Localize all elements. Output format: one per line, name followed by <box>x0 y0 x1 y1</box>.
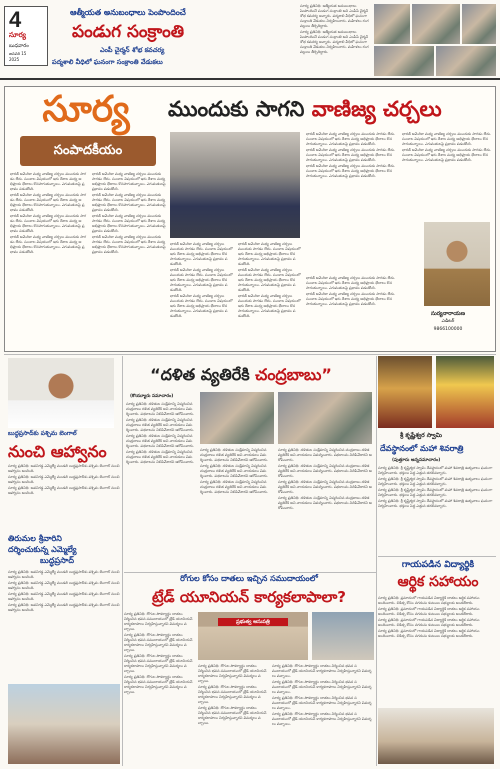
page-number-box <box>4 6 48 66</box>
weekday: బుధవారం <box>9 43 29 49</box>
editorial-section-label: సంపాదకీయం <box>53 143 123 158</box>
editorial-col-right-1: భారత్ అమెరికా మధ్య వాణిజ్య చర్చలు ముందుకు సాగడం లేదు. సుంకాల విషయంలో ఇరు దేశాల మధ్య అభిప్రాయ భేదాలు కొనసాగుతున్నాయి. ఎగుమతులపై ప్రభావం పడుతోంది. భారత్ అమెరికా మధ్య వాణిజ్య చర్చలు ముందుకు సాగడం లేదు. సుంకాల విషయంలో ఇరు దేశాల మధ్య అభిప్రాయ భేదాలు కొనసాగుతున్నాయి. ఎగుమతులపై ప్రభావం పడుతోంది. భారత్ అమెరికా మధ్య వాణిజ్య చర్చలు ముందుకు సాగడం లేదు. సుంకాల విషయంలో ఇరు దేశాల మధ్య అభిప్రాయ భేదాలు కొనసాగుతున్నాయి. ఎగుమతులపై ప్రభావం పడుతోంది. <box>306 132 396 178</box>
page-number: 4 <box>9 7 22 32</box>
columnist-phone: 9866100000 <box>433 327 463 332</box>
header-kicker: ఆత్మీయత అనుబంధాలు పెంపొందించే <box>70 8 186 17</box>
editorial-col-5: భారత్ అమెరికా మధ్య వాణిజ్య చర్చలు ముందుకు సాగడం లేదు. సుంకాల విషయంలో ఇరు దేశాల మధ్య అభిప్రాయ భేదాలు కొనసాగుతున్నాయి. ఎగుమతులపై ప్రభావం పడుతోంది. భారత్ అమెరికా మధ్య వాణిజ్య చర్చలు ముందుకు సాగడం లేదు. సుంకాల విషయంలో ఇరు దేశాల మధ్య అభిప్రాయ భేదాలు కొనసాగుతున్నాయి. ఎగుమతులపై ప్రభావం పడుతోంది. <box>306 276 396 306</box>
brand-small: సూర్య <box>9 31 26 39</box>
trade-union-photo-2 <box>312 612 374 660</box>
left-story-photo <box>8 358 114 428</box>
student-aid-headline-1: గాయపడిన విద్యార్థికి <box>401 560 475 570</box>
dalitha-col-2: సూర్య ప్రతినిధి: దళితుల సంక్షేమాన్ని విస్మరించిన చంద్రబాబు దళిత వ్యతిరేకి అని నాయకులు విమర్శించారు. పథకాలను నిలిపివేశారని ఆరోపించారు. సూర్య ప్రతినిధి: దళితుల సంక్షేమాన్ని విస్మరించిన చంద్రబాబు దళిత వ్యతిరేకి అని నాయకులు విమర్శించారు. పథకాలను నిలిపివేశారని ఆరోపించారు. సూర్య ప్రతినిధి: దళితుల సంక్షేమాన్ని విస్మరించిన చంద్రబాబు దళిత వ్యతిరేకి అని నాయకులు విమర్శించారు. పథకాలను నిలిపివేశారని ఆరోపించారు. <box>200 448 269 494</box>
editorial-col-3: భారత్ అమెరికా మధ్య వాణిజ్య చర్చలు ముందుకు సాగడం లేదు. సుంకాల విషయంలో ఇరు దేశాల మధ్య అభిప్రాయ భేదాలు కొనసాగుతున్నాయి. ఎగుమతులపై ప్రభావం పడుతోంది. భారత్ అమెరికా మధ్య వాణిజ్య చర్చలు ముందుకు సాగడం లేదు. సుంకాల విషయంలో ఇరు దేశాల మధ్య అభిప్రాయ భేదాలు కొనసాగుతున్నాయి. ఎగుమతులపై ప్రభావం పడుతోంది. భారత్ అమెరికా మధ్య వాణిజ్య చర్చలు ముందుకు సాగడం లేదు. సుంకాల విషయంలో ఇరు దేశాల మధ్య అభిప్రాయ భేదాలు కొనసాగుతున్నాయి. ఎగుమతులపై ప్రభావం పడుతోంది. <box>170 242 233 318</box>
dalitha-headline-prefix: “దళిత వ్యతిరేకి <box>150 365 256 384</box>
editorial-headline <box>168 94 494 124</box>
editorial-headline-part2: వాణిజ్య చర్చలు <box>311 97 442 121</box>
student-aid-text: సూర్య ప్రతినిధి: ప్రమాదంలో గాయపడిన విద్యార్థికి దాతలు ఆర్థిక సహాయం అందించారు. చికిత్స కోసం నగదును కుటుంబ సభ్యులకు అందజేశారు. సూర్య ప్రతినిధి: ప్రమాదంలో గాయపడిన విద్యార్థికి దాతలు ఆర్థిక సహాయం అందించారు. చికిత్స కోసం నగదును కుటుంబ సభ్యులకు అందజేశారు. సూర్య ప్రతినిధి: ప్రమాదంలో గాయపడిన విద్యార్థికి దాతలు ఆర్థిక సహాయం అందించారు. చికిత్స కోసం నగదును కుటుంబ సభ్యులకు అందజేశారు. సూర్య ప్రతినిధి: ప్రమాదంలో గాయపడిన విద్యార్థికి దాతలు ఆర్థిక సహాయం అందించారు. చికిత్స కోసం నగదును కుటుంబ సభ్యులకు అందజేశారు. <box>378 596 480 638</box>
temple-caption: శ్రీ కృష్ణేశ్వర స్వామి <box>400 432 443 439</box>
divider-h-3 <box>378 556 496 557</box>
header-photo-3 <box>462 4 496 44</box>
header-photo-4 <box>374 46 434 76</box>
header-photo-1 <box>374 4 410 44</box>
dalitha-headline-suffix: చంద్రబాబు” <box>255 365 332 384</box>
divider-h-1 <box>4 354 496 355</box>
header-headline: పండుగ సంక్రాంతి <box>72 22 185 42</box>
header-photo-2 <box>412 4 460 44</box>
header-photo-5 <box>436 46 496 76</box>
left-bottom-headline-3: బుద్ధప్రసాద్ <box>40 556 74 565</box>
temple-photo-1 <box>378 356 432 428</box>
left-story-text: సూర్య ప్రతినిధి: అవనిగడ్డ ఎమ్మెల్యే మండలి బుద్ధప్రసాద్‌కు పశ్చిమ బెంగాల్ నుంచి ఆహ్వానం అందింది. సూర్య ప్రతినిధి: అవనిగడ్డ ఎమ్మెల్యే మండలి బుద్ధప్రసాద్‌కు పశ్చిమ బెంగాల్ నుంచి ఆహ్వానం అందింది. సూర్య ప్రతినిధి: అవనిగడ్డ ఎమ్మెల్యే మండలి బుద్ధప్రసాద్‌కు పశ్చిమ బెంగాల్ నుంచి ఆహ్వానం అందింది. <box>8 464 120 495</box>
header-sub-2: పద్మశాలి వీధిలో ఘనంగా సంక్రాంతి వేడుకలు <box>52 58 163 66</box>
dalitha-col-1: సూర్య ప్రతినిధి: దళితుల సంక్షేమాన్ని విస్మరించిన చంద్రబాబు దళిత వ్యతిరేకి అని నాయకులు విమర్శించారు. పథకాలను నిలిపివేశారని ఆరోపించారు. సూర్య ప్రతినిధి: దళితుల సంక్షేమాన్ని విస్మరించిన చంద్రబాబు దళిత వ్యతిరేకి అని నాయకులు విమర్శించారు. పథకాలను నిలిపివేశారని ఆరోపించారు. సూర్య ప్రతినిధి: దళితుల సంక్షేమాన్ని విస్మరించిన చంద్రబాబు దళిత వ్యతిరేకి అని నాయకులు విమర్శించారు. పథకాలను నిలిపివేశారని ఆరోపించారు. సూర్య ప్రతినిధి: దళితుల సంక్షేమాన్ని విస్మరించిన చంద్రబాబు దళిత వ్యతిరేకి అని నాయకులు విమర్శించారు. పథకాలను నిలిపివేశారని ఆరోపించారు. <box>126 402 195 464</box>
dalitha-byline: (కొయ్యూరు సమాచారం) <box>130 394 174 399</box>
editorial-headline-part1: ముందుకు సాగని <box>168 97 312 121</box>
date-line-1: జనవరి 15 <box>9 51 27 56</box>
columnist-role: ఎడిటర్ <box>441 319 455 324</box>
dalitha-headline <box>96 360 386 390</box>
left-bottom-headline-1: తిరుమల శ్రీవారిని <box>8 534 62 543</box>
columnist-name: సుర్యనారాయణ <box>430 311 466 317</box>
trade-union-headline-2: ట్రేడ్ యూనియన్ కార్యకలాపాలా? <box>151 588 347 606</box>
trade-union-photo <box>198 612 308 660</box>
student-aid-headline-2: ఆర్థిక సహాయం <box>397 574 479 590</box>
trade-union-col-2: సూర్య ప్రతినిధి: రోగుల సౌకర్యార్థం దాతలు నిర్మించిన భవన సముదాయంలో ట్రేడ్ యూనియన్ కార్యకలాపాలు నిర్వహిస్తున్నారని విమర్శలు వచ్చాయి. సూర్య ప్రతినిధి: రోగుల సౌకర్యార్థం దాతలు నిర్మించిన భవన సముదాయంలో ట్రేడ్ యూనియన్ కార్యకలాపాలు నిర్వహిస్తున్నారని విమర్శలు వచ్చాయి. సూర్య ప్రతినిధి: రోగుల సౌకర్యార్థం దాతలు నిర్మించిన భవన సముదాయంలో ట్రేడ్ యూనియన్ కార్యకలాపాలు నిర్వహిస్తున్నారని విమర్శలు వచ్చాయి. <box>198 664 267 725</box>
divider-v-left <box>122 356 123 766</box>
trade-union-headline-1: రోగుల కోసం దాతలు ఇచ్చిన సముదాయంలో <box>180 574 318 583</box>
divider-v-right <box>376 356 377 766</box>
header-sub-1: ఎంపీ చైర్మన్ శోభ కవచర్య <box>100 46 165 54</box>
editorial-section-box <box>20 136 156 166</box>
temple-text: సూర్య ప్రతినిధి: శ్రీ కృష్ణేశ్వర స్వామి దేవస్థానంలో మహా శివరాత్రి ఉత్సవాలు ఘనంగా నిర్వహించారు. భక్తులు పెద్ద ఎత్తున తరలివచ్చారు. సూర్య ప్రతినిధి: శ్రీ కృష్ణేశ్వర స్వామి దేవస్థానంలో మహా శివరాత్రి ఉత్సవాలు ఘనంగా నిర్వహించారు. భక్తులు పెద్ద ఎత్తున తరలివచ్చారు. సూర్య ప్రతినిధి: శ్రీ కృష్ణేశ్వర స్వామి దేవస్థానంలో మహా శివరాత్రి ఉత్సవాలు ఘనంగా నిర్వహించారు. భక్తులు పెద్ద ఎత్తున తరలివచ్చారు. సూర్య ప్రతినిధి: శ్రీ కృష్ణేశ్వర స్వామి దేవస్థానంలో మహా శివరాత్రి ఉత్సవాలు ఘనంగా నిర్వహించారు. భక్తులు పెద్ద ఎత్తున తరలివచ్చారు. <box>378 466 493 508</box>
dalitha-col-3: సూర్య ప్రతినిధి: దళితుల సంక్షేమాన్ని విస్మరించిన చంద్రబాబు దళిత వ్యతిరేకి అని నాయకులు విమర్శించారు. పథకాలను నిలిపివేశారని ఆరోపించారు. సూర్య ప్రతినిధి: దళితుల సంక్షేమాన్ని విస్మరించిన చంద్రబాబు దళిత వ్యతిరేకి అని నాయకులు విమర్శించారు. పథకాలను నిలిపివేశారని ఆరోపించారు. సూర్య ప్రతినిధి: దళితుల సంక్షేమాన్ని విస్మరించిన చంద్రబాబు దళిత వ్యతిరేకి అని నాయకులు విమర్శించారు. పథకాలను నిలిపివేశారని ఆరోపించారు. సూర్య ప్రతినిధి: దళితుల సంక్షేమాన్ని విస్మరించిన చంద్రబాబు దళిత వ్యతిరేకి అని నాయకులు విమర్శించారు. పథకాలను నిలిపివేశారని ఆరోపించారు. <box>278 448 372 510</box>
editorial-masthead: సూర్య <box>42 89 130 130</box>
temple-byline: (పుత్తూరు అన్నసమాచారం) <box>392 458 441 463</box>
left-story-headline: నుంచి ఆహ్వానం <box>8 442 107 461</box>
editorial-photo <box>170 132 300 238</box>
temple-headline: దేవస్థానంలో మహా శివరాత్రి <box>380 444 464 453</box>
left-bottom-photo <box>8 684 120 764</box>
editorial-col-4: భారత్ అమెరికా మధ్య వాణిజ్య చర్చలు ముందుకు సాగడం లేదు. సుంకాల విషయంలో ఇరు దేశాల మధ్య అభిప్రాయ భేదాలు కొనసాగుతున్నాయి. ఎగుమతులపై ప్రభావం పడుతోంది. భారత్ అమెరికా మధ్య వాణిజ్య చర్చలు ముందుకు సాగడం లేదు. సుంకాల విషయంలో ఇరు దేశాల మధ్య అభిప్రాయ భేదాలు కొనసాగుతున్నాయి. ఎగుమతులపై ప్రభావం పడుతోంది. భారత్ అమెరికా మధ్య వాణిజ్య చర్చలు ముందుకు సాగడం లేదు. సుంకాల విషయంలో ఇరు దేశాల మధ్య అభిప్రాయ భేదాలు కొనసాగుతున్నాయి. ఎగుమతులపై ప్రభావం పడుతోంది. <box>238 242 301 318</box>
editorial-col-2: భారత్ అమెరికా మధ్య వాణిజ్య చర్చలు ముందుకు సాగడం లేదు. సుంకాల విషయంలో ఇరు దేశాల మధ్య అభిప్రాయ భేదాలు కొనసాగుతున్నాయి. ఎగుమతులపై ప్రభావం పడుతోంది. భారత్ అమెరికా మధ్య వాణిజ్య చర్చలు ముందుకు సాగడం లేదు. సుంకాల విషయంలో ఇరు దేశాల మధ్య అభిప్రాయ భేదాలు కొనసాగుతున్నాయి. ఎగుమతులపై ప్రభావం పడుతోంది. భారత్ అమెరికా మధ్య వాణిజ్య చర్చలు ముందుకు సాగడం లేదు. సుంకాల విషయంలో ఇరు దేశాల మధ్య అభిప్రాయ భేదాలు కొనసాగుతున్నాయి. ఎగుమతులపై ప్రభావం పడుతోంది. భారత్ అమెరికా మధ్య వాణిజ్య చర్చలు ముందుకు సాగడం లేదు. సుంకాల విషయంలో ఇరు దేశాల మధ్య అభిప్రాయ భేదాలు కొనసాగుతున్నాయి. ఎగుమతులపై ప్రభావం పడుతోంది. <box>92 172 166 254</box>
divider-h-2 <box>124 572 376 573</box>
header-story-text: సూర్య ప్రతినిధి: ఆత్మీయత అనుబంధాలు పెంపొందించే పండుగ సంక్రాంతి అని ఎంపీపీ చైర్మన్ శోభ కవచర్య అన్నారు. పద్మశాలి వీధిలో ఘనంగా సంక్రాంతి వేడుకలు నిర్వహించారు. మహిళలు రంగవల్లులు తీర్చిదిద్దారు. సూర్య ప్రతినిధి: ఆత్మీయత అనుబంధాలు పెంపొందించే పండుగ సంక్రాంతి అని ఎంపీపీ చైర్మన్ శోభ కవచర్య అన్నారు. పద్మశాలి వీధిలో ఘనంగా సంక్రాంతి వేడుకలు నిర్వహించారు. మహిళలు రంగవల్లులు తీర్చిదిద్దారు. <box>300 4 369 54</box>
trade-union-col-1: సూర్య ప్రతినిధి: రోగుల సౌకర్యార్థం దాతలు నిర్మించిన భవన సముదాయంలో ట్రేడ్ యూనియన్ కార్యకలాపాలు నిర్వహిస్తున్నారని విమర్శలు వచ్చాయి. సూర్య ప్రతినిధి: రోగుల సౌకర్యార్థం దాతలు నిర్మించిన భవన సముదాయంలో ట్రేడ్ యూనియన్ కార్యకలాపాలు నిర్వహిస్తున్నారని విమర్శలు వచ్చాయి. సూర్య ప్రతినిధి: రోగుల సౌకర్యార్థం దాతలు నిర్మించిన భవన సముదాయంలో ట్రేడ్ యూనియన్ కార్యకలాపాలు నిర్వహిస్తున్నారని విమర్శలు వచ్చాయి. సూర్య ప్రతినిధి: రోగుల సౌకర్యార్థం దాతలు నిర్మించిన భవన సముదాయంలో ట్రేడ్ యూనియన్ కార్యకలాపాలు నిర్వహిస్తున్నారని విమర్శలు వచ్చాయి. <box>124 612 193 694</box>
dalitha-photo-2 <box>278 392 372 444</box>
hospital-sign: ప్రభుత్వ ఆసుపత్రి <box>218 618 288 626</box>
temple-photo-2 <box>436 356 494 428</box>
editorial-col-1: భారత్ అమెరికా మధ్య వాణిజ్య చర్చలు ముందుకు సాగడం లేదు. సుంకాల విషయంలో ఇరు దేశాల మధ్య అభిప్రాయ భేదాలు కొనసాగుతున్నాయి. ఎగుమతులపై ప్రభావం పడుతోంది. భారత్ అమెరికా మధ్య వాణిజ్య చర్చలు ముందుకు సాగడం లేదు. సుంకాల విషయంలో ఇరు దేశాల మధ్య అభిప్రాయ భేదాలు కొనసాగుతున్నాయి. ఎగుమతులపై ప్రభావం పడుతోంది. భారత్ అమెరికా మధ్య వాణిజ్య చర్చలు ముందుకు సాగడం లేదు. సుంకాల విషయంలో ఇరు దేశాల మధ్య అభిప్రాయ భేదాలు కొనసాగుతున్నాయి. ఎగుమతులపై ప్రభావం పడుతోంది. భారత్ అమెరికా మధ్య వాణిజ్య చర్చలు ముందుకు సాగడం లేదు. సుంకాల విషయంలో ఇరు దేశాల మధ్య అభిప్రాయ భేదాలు కొనసాగుతున్నాయి. ఎగుమతులపై ప్రభావం పడుతోంది. <box>10 172 87 254</box>
dalitha-photo-1 <box>200 392 274 444</box>
student-aid-photo <box>378 708 494 764</box>
editorial-col-right-2: భారత్ అమెరికా మధ్య వాణిజ్య చర్చలు ముందుకు సాగడం లేదు. సుంకాల విషయంలో ఇరు దేశాల మధ్య అభిప్రాయ భేదాలు కొనసాగుతున్నాయి. ఎగుమతులపై ప్రభావం పడుతోంది. భారత్ అమెరికా మధ్య వాణిజ్య చర్చలు ముందుకు సాగడం లేదు. సుంకాల విషయంలో ఇరు దేశాల మధ్య అభిప్రాయ భేదాలు కొనసాగుతున్నాయి. ఎగుమతులపై ప్రభావం పడుతోంది. <box>402 132 492 162</box>
left-bottom-headline-2: దర్శించుకున్న ఎమ్మెల్యే <box>8 545 77 554</box>
date-line-2: 2025 <box>9 57 20 62</box>
trade-union-col-3: సూర్య ప్రతినిధి: రోగుల సౌకర్యార్థం దాతలు నిర్మించిన భవన సముదాయంలో ట్రేడ్ యూనియన్ కార్యకలాపాలు నిర్వహిస్తున్నారని విమర్శలు వచ్చాయి. సూర్య ప్రతినిధి: రోగుల సౌకర్యార్థం దాతలు నిర్మించిన భవన సముదాయంలో ట్రేడ్ యూనియన్ కార్యకలాపాలు నిర్వహిస్తున్నారని విమర్శలు వచ్చాయి. సూర్య ప్రతినిధి: రోగుల సౌకర్యార్థం దాతలు నిర్మించిన భవన సముదాయంలో ట్రేడ్ యూనియన్ కార్యకలాపాలు నిర్వహిస్తున్నారని విమర్శలు వచ్చాయి. సూర్య ప్రతినిధి: రోగుల సౌకర్యార్థం దాతలు నిర్మించిన భవన సముదాయంలో ట్రేడ్ యూనియన్ కార్యకలాపాలు నిర్వహిస్తున్నారని విమర్శలు వచ్చాయి. <box>272 664 372 726</box>
left-story-kicker: బుద్ధప్రసాద్‌కు పశ్చిమ బెంగాల్ <box>8 430 77 437</box>
columnist-photo <box>424 222 490 306</box>
left-bottom-text: సూర్య ప్రతినిధి: అవనిగడ్డ ఎమ్మెల్యే మండలి బుద్ధప్రసాద్‌కు పశ్చిమ బెంగాల్ నుంచి ఆహ్వానం అందింది. సూర్య ప్రతినిధి: అవనిగడ్డ ఎమ్మెల్యే మండలి బుద్ధప్రసాద్‌కు పశ్చిమ బెంగాల్ నుంచి ఆహ్వానం అందింది. సూర్య ప్రతినిధి: అవనిగడ్డ ఎమ్మెల్యే మండలి బుద్ధప్రసాద్‌కు పశ్చిమ బెంగాల్ నుంచి ఆహ్వానం అందింది. సూర్య ప్రతినిధి: అవనిగడ్డ ఎమ్మెల్యే మండలి బుద్ధప్రసాద్‌కు పశ్చిమ బెంగాల్ నుంచి ఆహ్వానం అందింది. <box>8 570 120 612</box>
